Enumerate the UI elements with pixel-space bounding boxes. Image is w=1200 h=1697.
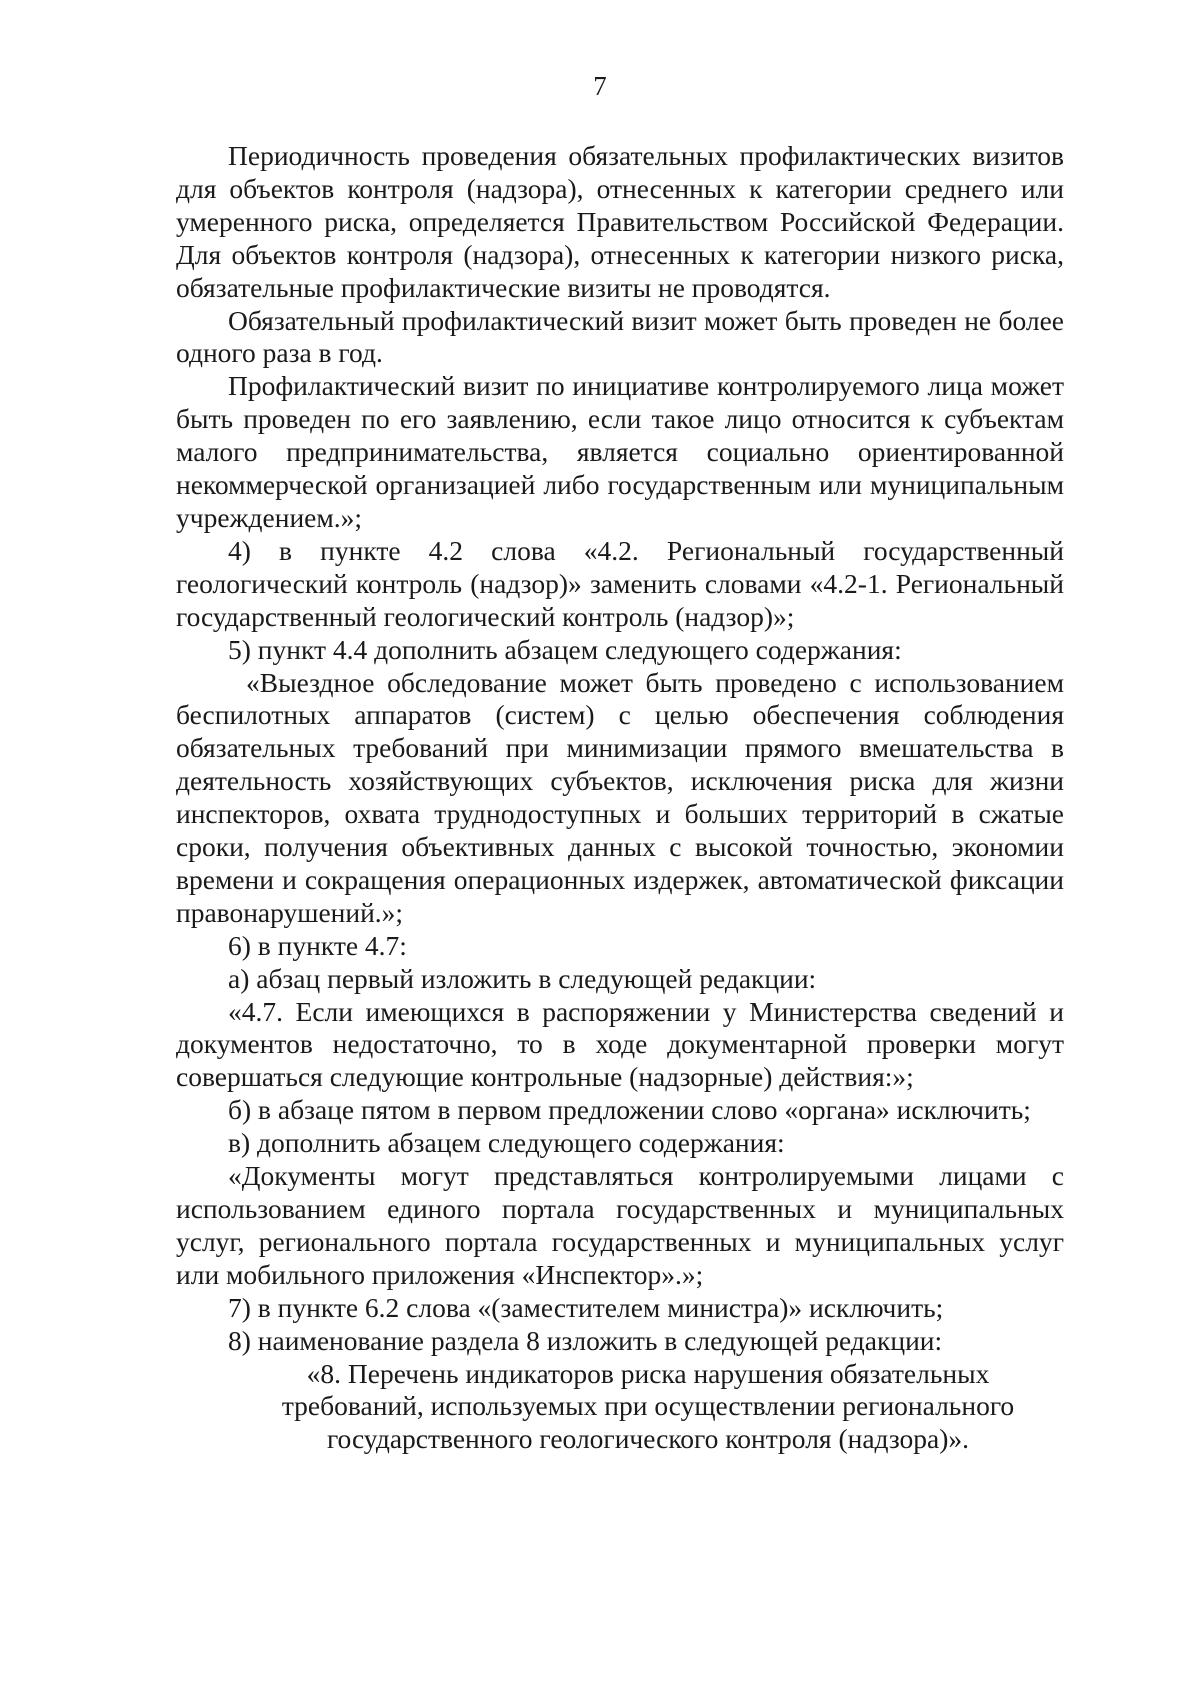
paragraph-periodicity: Периодичность проведения обязательных профилактических визитов для объектов контроля (надзора), отнесенных к категории среднего или умеренного риска, определяется Правительством Российской Федерации. Для объектов контроля (надзора), отнесенных к категории низкого риска, обязательные профилактические визиты не проводятся. <box>176 140 1064 303</box>
paragraph-item-8: 8) наименование раздела 8 изложить в следующей редакции: <box>228 1324 943 1356</box>
paragraph-item-7: 7) в пункте 6.2 слова «(заместителем министра)» исключить; <box>228 1291 944 1323</box>
page-number: 7 <box>593 71 607 101</box>
paragraph-initiative-visit: Профилактический визит по инициативе контролируемого лица может быть проведен по его заявлению, если такое лицо относится к субъектам малого предпринимательства, является социально ориентированной некоммерческой организацией либо государственным или муниципальным учреждением.»; <box>176 370 1064 533</box>
section-8-title <box>176 1358 1064 1457</box>
section-8-title-line: «8. Перечень индикаторов риска нарушения обязательных <box>306 1357 990 1389</box>
paragraph-item-6: 6) в пункте 4.7: <box>228 929 407 961</box>
paragraph-field-inspection: «Выездное обследование может быть проведено с использованием беспилотных аппаратов (систем) с целью обеспечения соблюдения обязательных требований при минимизации прямого вмешательства в деятельность хозяйствующих субъектов, исключения риска для жизни инспекторов, охвата труднодоступных и больших территорий в сжатые сроки, получения объективных данных с высокой точностью, экономии времени и сокращения операционных издержек, автоматической фиксации правонарушений.»; <box>176 666 1064 928</box>
paragraph-item-6a: а) абзац первый изложить в следующей редакции: <box>228 962 817 994</box>
section-8-title-line: государственного геологического контроля (надзора)». <box>326 1423 970 1455</box>
paragraph-documents: «Документы могут представляться контролируемыми лицами с использованием единого портала государственных и муниципальных услуг, регионального портала государственных и муниципальных услуг или мобильного приложения «Инспектор».»; <box>176 1160 1064 1290</box>
paragraph-item-4: 4) в пункте 4.2 слова «4.2. Региональный государственный геологический контроль (надзор)» заменить словами «4.2-1. Региональный государственный геологический контроль (надзор)»; <box>176 534 1064 632</box>
section-8-title-line: требований, используемых при осуществлении регионального <box>281 1390 1015 1422</box>
paragraph-clause-4-7: «4.7. Если имеющихся в распоряжении у Министерства сведений и документов недостаточно, то в ходе документарной проверки могут совершаться следующие контрольные (надзорные) действия:»; <box>176 995 1064 1093</box>
paragraph-item-6v: в) дополнить абзацем следующего содержания: <box>228 1127 785 1159</box>
document-body <box>176 140 1064 1456</box>
paragraph-mandatory-visit: Обязательный профилактический визит может быть проведен не более одного раза в год. <box>176 304 1064 369</box>
paragraph-item-5: 5) пункт 4.4 дополнить абзацем следующего содержания: <box>228 633 902 665</box>
paragraph-item-6b: б) в абзаце пятом в первом предложении слово «органа» исключить; <box>228 1094 1031 1126</box>
